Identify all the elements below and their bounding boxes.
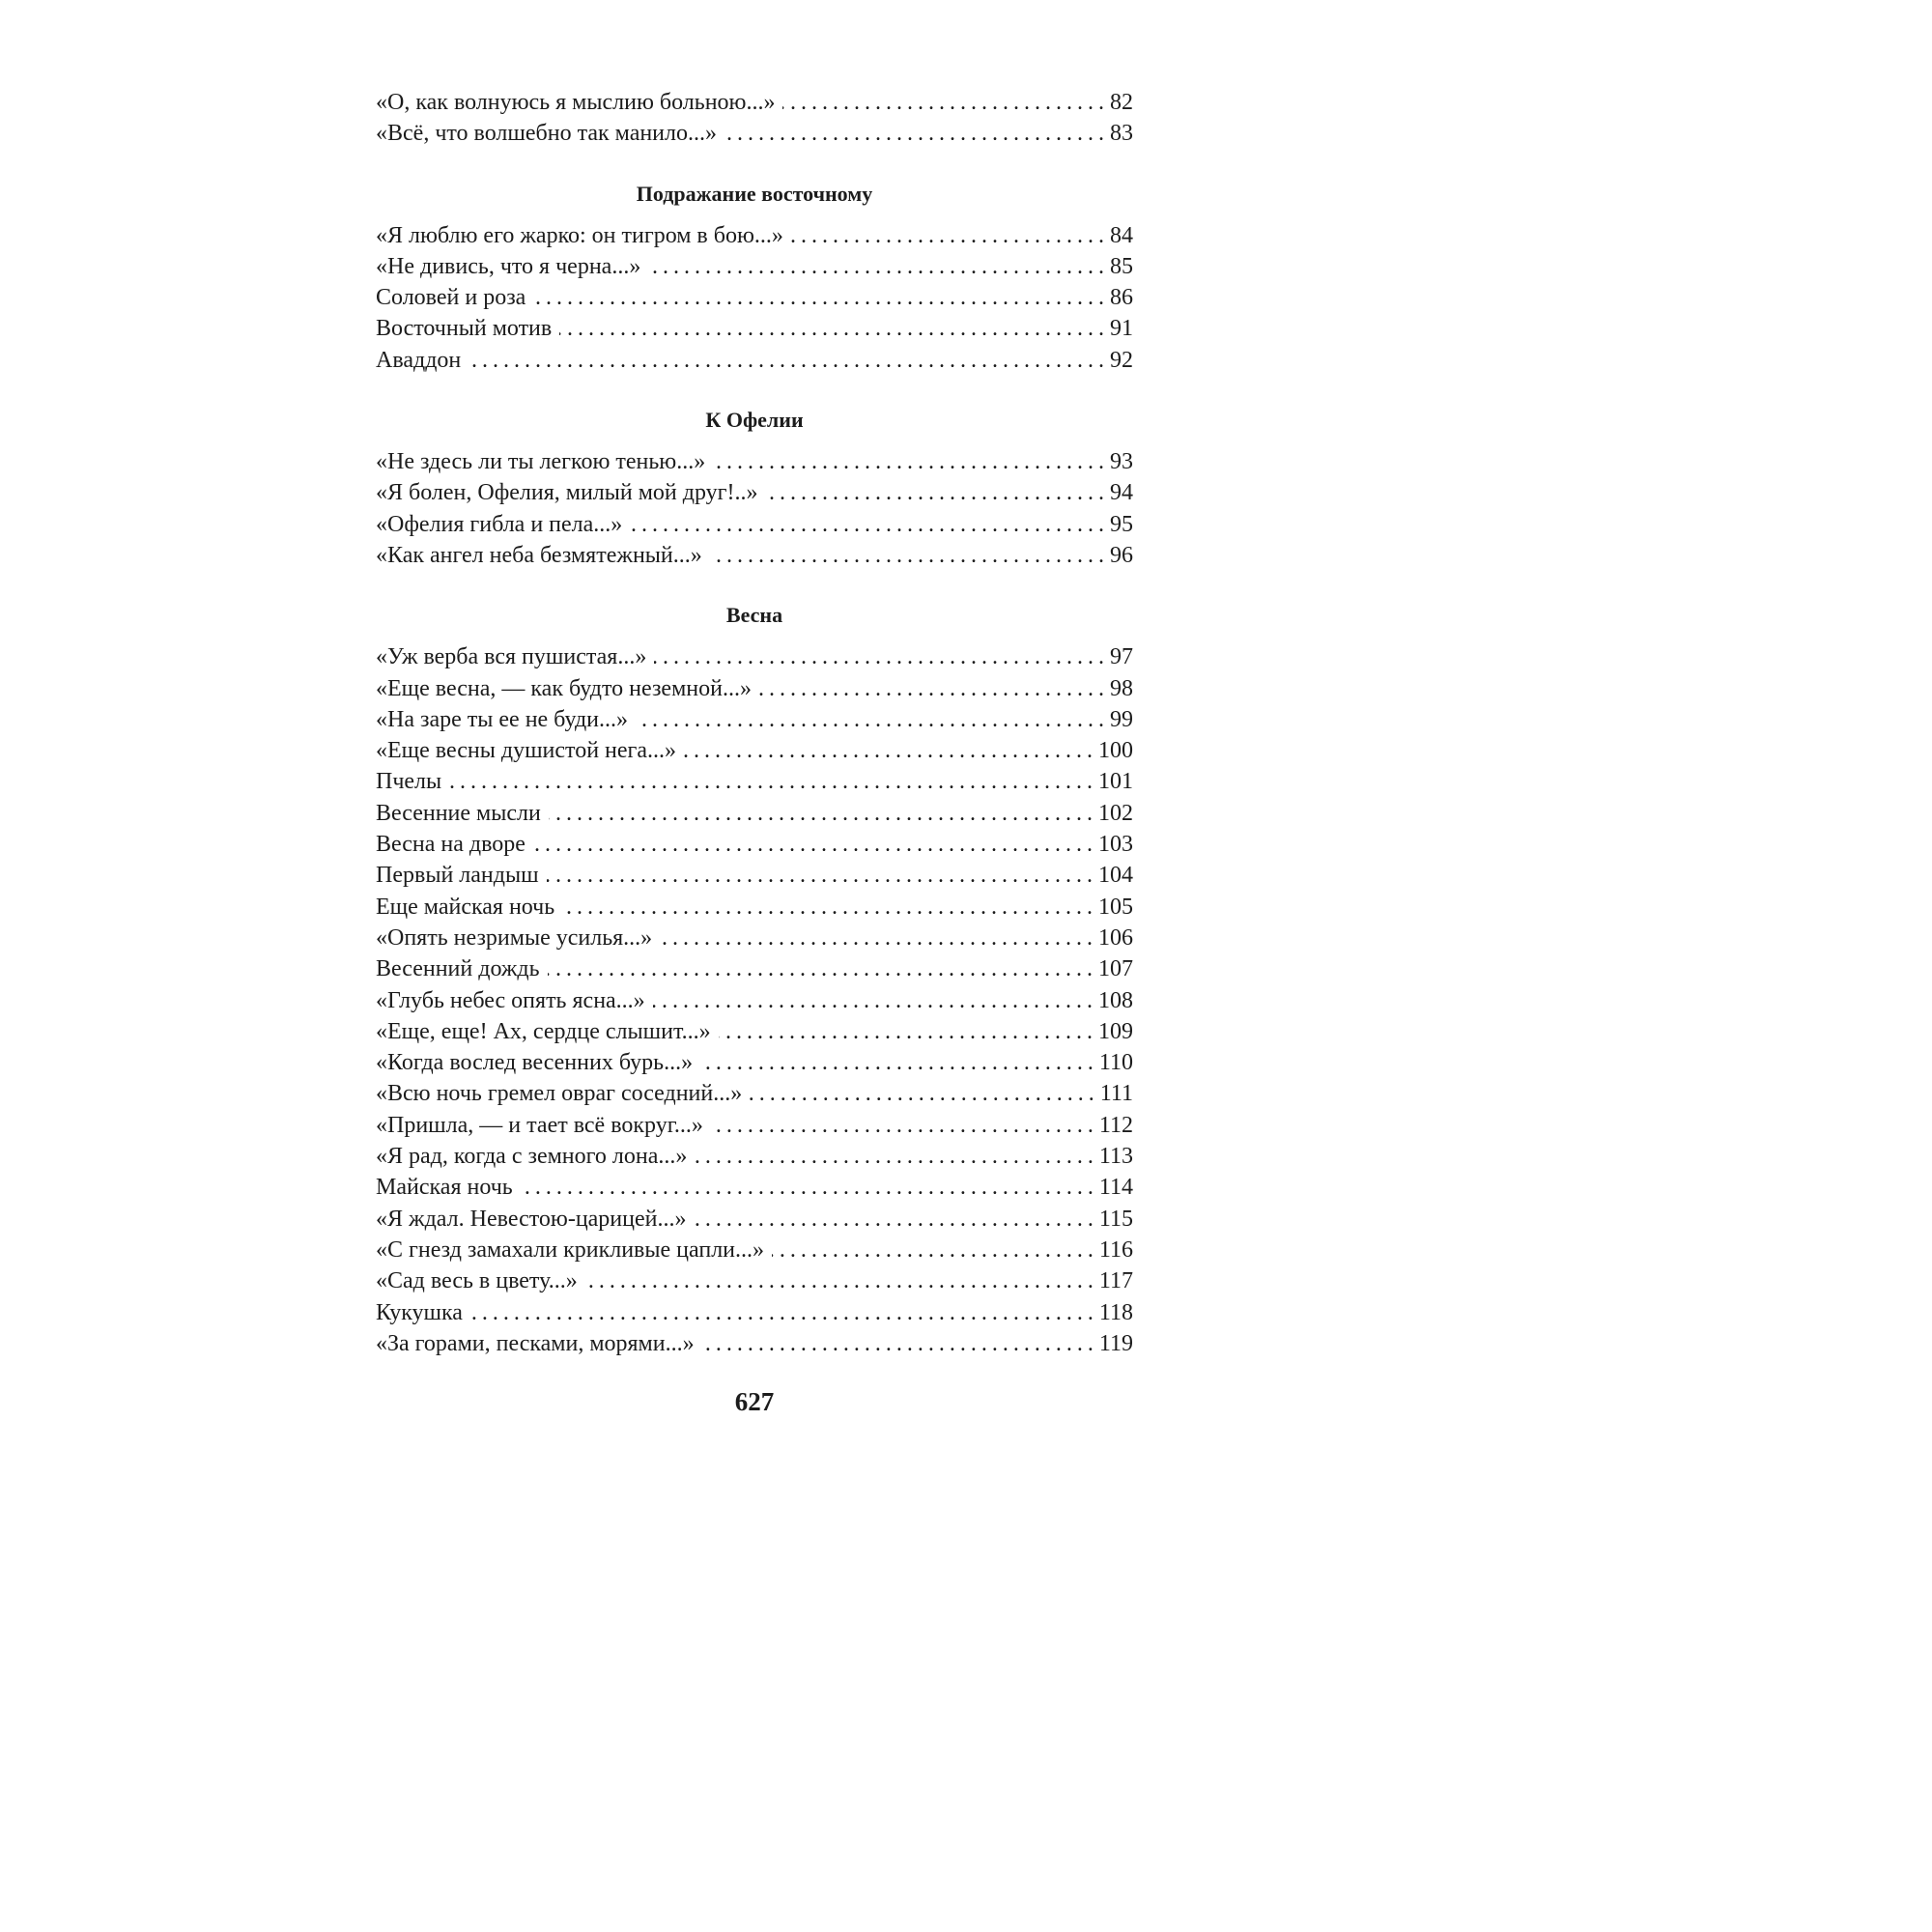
dot-leader: [559, 313, 1104, 344]
dot-leader: [700, 1047, 1094, 1078]
dot-leader: [713, 446, 1104, 477]
toc-entry: [376, 953, 1133, 984]
toc-section: [376, 600, 1133, 1359]
toc-entry: [376, 641, 1133, 672]
toc-entry: [376, 892, 1133, 923]
toc-section: [376, 405, 1133, 571]
toc-entry: [376, 1235, 1133, 1265]
dot-leader: [547, 860, 1093, 891]
toc-entry-page: 82: [1110, 90, 1133, 115]
toc-entry: [376, 477, 1133, 508]
table-of-contents: [376, 87, 1133, 1359]
dot-leader: [562, 892, 1093, 923]
toc-entry-page: 106: [1098, 924, 1133, 951]
dot-leader: [791, 220, 1104, 251]
toc-entry-title: «Когда вослед весенних бурь...»: [376, 1050, 694, 1076]
dot-leader: [719, 1016, 1093, 1047]
toc-entry-page: 96: [1110, 542, 1133, 568]
dot-leader: [585, 1265, 1094, 1296]
toc-entry: [376, 509, 1133, 540]
toc-entry-title: «Опять незримые усилья...»: [376, 924, 653, 951]
toc-entry: [376, 829, 1133, 860]
toc-entry: [376, 118, 1133, 149]
toc-entry-title: Майская ночь: [376, 1175, 513, 1201]
toc-entry: [376, 673, 1133, 704]
toc-entry-title: «Не дивись, что я черна...»: [376, 253, 641, 279]
toc-entry-title: «Сад весь в цвету...»: [376, 1268, 578, 1294]
toc-entry-page: 100: [1098, 738, 1133, 764]
toc-entry-page: 83: [1110, 121, 1133, 147]
toc-entry-page: 111: [1099, 1081, 1133, 1107]
toc-entry-page: 101: [1098, 769, 1133, 795]
toc-entry-title: Пчелы: [376, 769, 442, 795]
toc-entry: [376, 923, 1133, 953]
toc-entry-page: 113: [1098, 1144, 1133, 1170]
toc-entry: [376, 1297, 1133, 1328]
dot-leader: [521, 1172, 1094, 1203]
toc-entry-page: 118: [1098, 1299, 1133, 1325]
dot-leader: [710, 540, 1104, 571]
toc-entry-page: 86: [1110, 285, 1133, 311]
toc-entry-page: 94: [1110, 480, 1133, 506]
dot-leader: [684, 735, 1093, 766]
toc-entry-page: 104: [1098, 863, 1133, 889]
toc-entry: [376, 735, 1133, 766]
dot-leader: [648, 251, 1104, 282]
toc-entry: [376, 1265, 1133, 1296]
toc-entry-title: «С гнезд замахали крикливые цапли...»: [376, 1236, 765, 1263]
toc-entry-title: Еще майская ночь: [376, 894, 555, 920]
dot-leader: [772, 1235, 1094, 1265]
toc-entry-title: «Всё, что волшебно так манило...»: [376, 121, 718, 147]
toc-entry: [376, 313, 1133, 344]
toc-entry: [376, 798, 1133, 829]
toc-entry-page: 115: [1098, 1206, 1133, 1232]
toc-entry-title: «Пришла, — и тает всё вокруг...»: [376, 1112, 703, 1138]
toc-entry: [376, 540, 1133, 571]
toc-entry: [376, 251, 1133, 282]
toc-entry-title: Восточный мотив: [376, 316, 553, 342]
toc-entry-page: 85: [1110, 253, 1133, 279]
dot-leader: [759, 673, 1104, 704]
toc-entry: [376, 1172, 1133, 1203]
toc-entry-title: Первый ландыш: [376, 863, 539, 889]
toc-entry-title: «Я люблю его жарко: он тигром в бою...»: [376, 222, 783, 248]
toc-sections: [376, 179, 1133, 1360]
toc-entry-page: 84: [1110, 222, 1133, 248]
toc-entry-title: «На заре ты ее не буди...»: [376, 706, 629, 732]
toc-entry-page: 103: [1098, 832, 1133, 858]
toc-entry-title: Весенний дождь: [376, 956, 540, 982]
toc-entry-title: «Офелия гибла и пела...»: [376, 511, 623, 537]
toc-entry-page: 91: [1110, 316, 1133, 342]
toc-entry-title: «Всю ночь гремел овраг соседний...»: [376, 1081, 743, 1107]
dot-leader: [533, 829, 1093, 860]
toc-entry: [376, 860, 1133, 891]
dot-leader: [449, 766, 1093, 797]
toc-entry-page: 117: [1098, 1268, 1133, 1294]
toc-entry-title: Кукушка: [376, 1299, 463, 1325]
dot-leader: [469, 345, 1104, 376]
toc-entry-page: 107: [1098, 956, 1133, 982]
toc-entry-page: 119: [1098, 1330, 1133, 1356]
toc-section: [376, 179, 1133, 376]
toc-entry: [376, 704, 1133, 735]
toc-entry-page: 93: [1110, 449, 1133, 475]
dot-leader: [695, 1141, 1094, 1172]
toc-entry: [376, 1110, 1133, 1141]
dot-leader: [711, 1110, 1094, 1141]
toc-entry-title: «Уж верба вся пушистая...»: [376, 644, 647, 670]
toc-entry-page: 116: [1098, 1236, 1133, 1263]
dot-leader: [470, 1297, 1094, 1328]
toc-entry-title: «Я болен, Офелия, милый мой друг!..»: [376, 480, 758, 506]
toc-entry-title: «Еще весны душистой нега...»: [376, 738, 677, 764]
dot-leader: [724, 118, 1104, 149]
toc-entry-page: 110: [1098, 1050, 1133, 1076]
toc-entry: [376, 220, 1133, 251]
toc-entry: [376, 766, 1133, 797]
dot-leader: [782, 87, 1104, 118]
toc-entry-page: 105: [1098, 894, 1133, 920]
page-number: 627: [734, 1387, 775, 1416]
dot-leader: [533, 282, 1104, 313]
toc-entry-page: 92: [1110, 347, 1133, 373]
dot-leader: [630, 509, 1104, 540]
toc-entry: [376, 1204, 1133, 1235]
toc-entry-page: 108: [1098, 987, 1133, 1013]
toc-entry-title: Весна на дворе: [376, 832, 526, 858]
toc-entry-title: «Еще, еще! Ах, сердце слышит...»: [376, 1018, 711, 1044]
toc-entry-title: «Я ждал. Невестою-царицей...»: [376, 1206, 687, 1232]
toc-entry-title: «О, как волнуюсь я мыслию больною...»: [376, 90, 776, 115]
dot-leader: [766, 477, 1104, 508]
toc-entry-title: Аваддон: [376, 347, 462, 373]
toc-entry: [376, 345, 1133, 376]
dot-leader: [695, 1204, 1094, 1235]
dot-leader: [549, 798, 1093, 829]
section-heading: Весна: [725, 603, 783, 628]
toc-entry: [376, 446, 1133, 477]
toc-entry: [376, 282, 1133, 313]
toc-entry: [376, 87, 1133, 118]
toc-entry-title: «Глубь небес опять ясна...»: [376, 987, 645, 1013]
toc-entry-title: «Как ангел неба безмятежный...»: [376, 542, 702, 568]
dot-leader: [750, 1078, 1094, 1109]
toc-intro-entries: [376, 87, 1133, 150]
toc-entry-title: «Еще весна, — как будто неземной...»: [376, 675, 752, 701]
toc-entry: [376, 1047, 1133, 1078]
dot-leader: [702, 1328, 1094, 1359]
toc-entry-page: 95: [1110, 511, 1133, 537]
toc-entry: [376, 985, 1133, 1016]
toc-entry-title: «Не здесь ли ты легкою тенью...»: [376, 449, 706, 475]
toc-entry: [376, 1078, 1133, 1109]
toc-entry-title: Весенние мысли: [376, 800, 541, 826]
toc-entry-page: 102: [1098, 800, 1133, 826]
toc-entry-title: «За горами, песками, морями...»: [376, 1330, 695, 1356]
toc-entry-page: 109: [1098, 1018, 1133, 1044]
toc-entry-page: 97: [1110, 644, 1133, 670]
dot-leader: [548, 953, 1093, 984]
toc-entry: [376, 1328, 1133, 1359]
section-heading: Подражание восточному: [636, 181, 873, 206]
toc-entry: [376, 1141, 1133, 1172]
dot-leader: [660, 923, 1093, 953]
toc-entry: [376, 1016, 1133, 1047]
toc-entry-page: 114: [1098, 1175, 1133, 1201]
toc-entry-title: Соловей и роза: [376, 285, 526, 311]
toc-entry-page: 112: [1098, 1112, 1133, 1138]
dot-leader: [654, 641, 1104, 672]
dot-leader: [636, 704, 1104, 735]
toc-entry-page: 99: [1110, 706, 1133, 732]
toc-entry-page: 98: [1110, 675, 1133, 701]
dot-leader: [653, 985, 1093, 1016]
toc-entry-title: «Я рад, когда с земного лона...»: [376, 1144, 688, 1170]
section-heading: К Офелии: [705, 408, 804, 433]
